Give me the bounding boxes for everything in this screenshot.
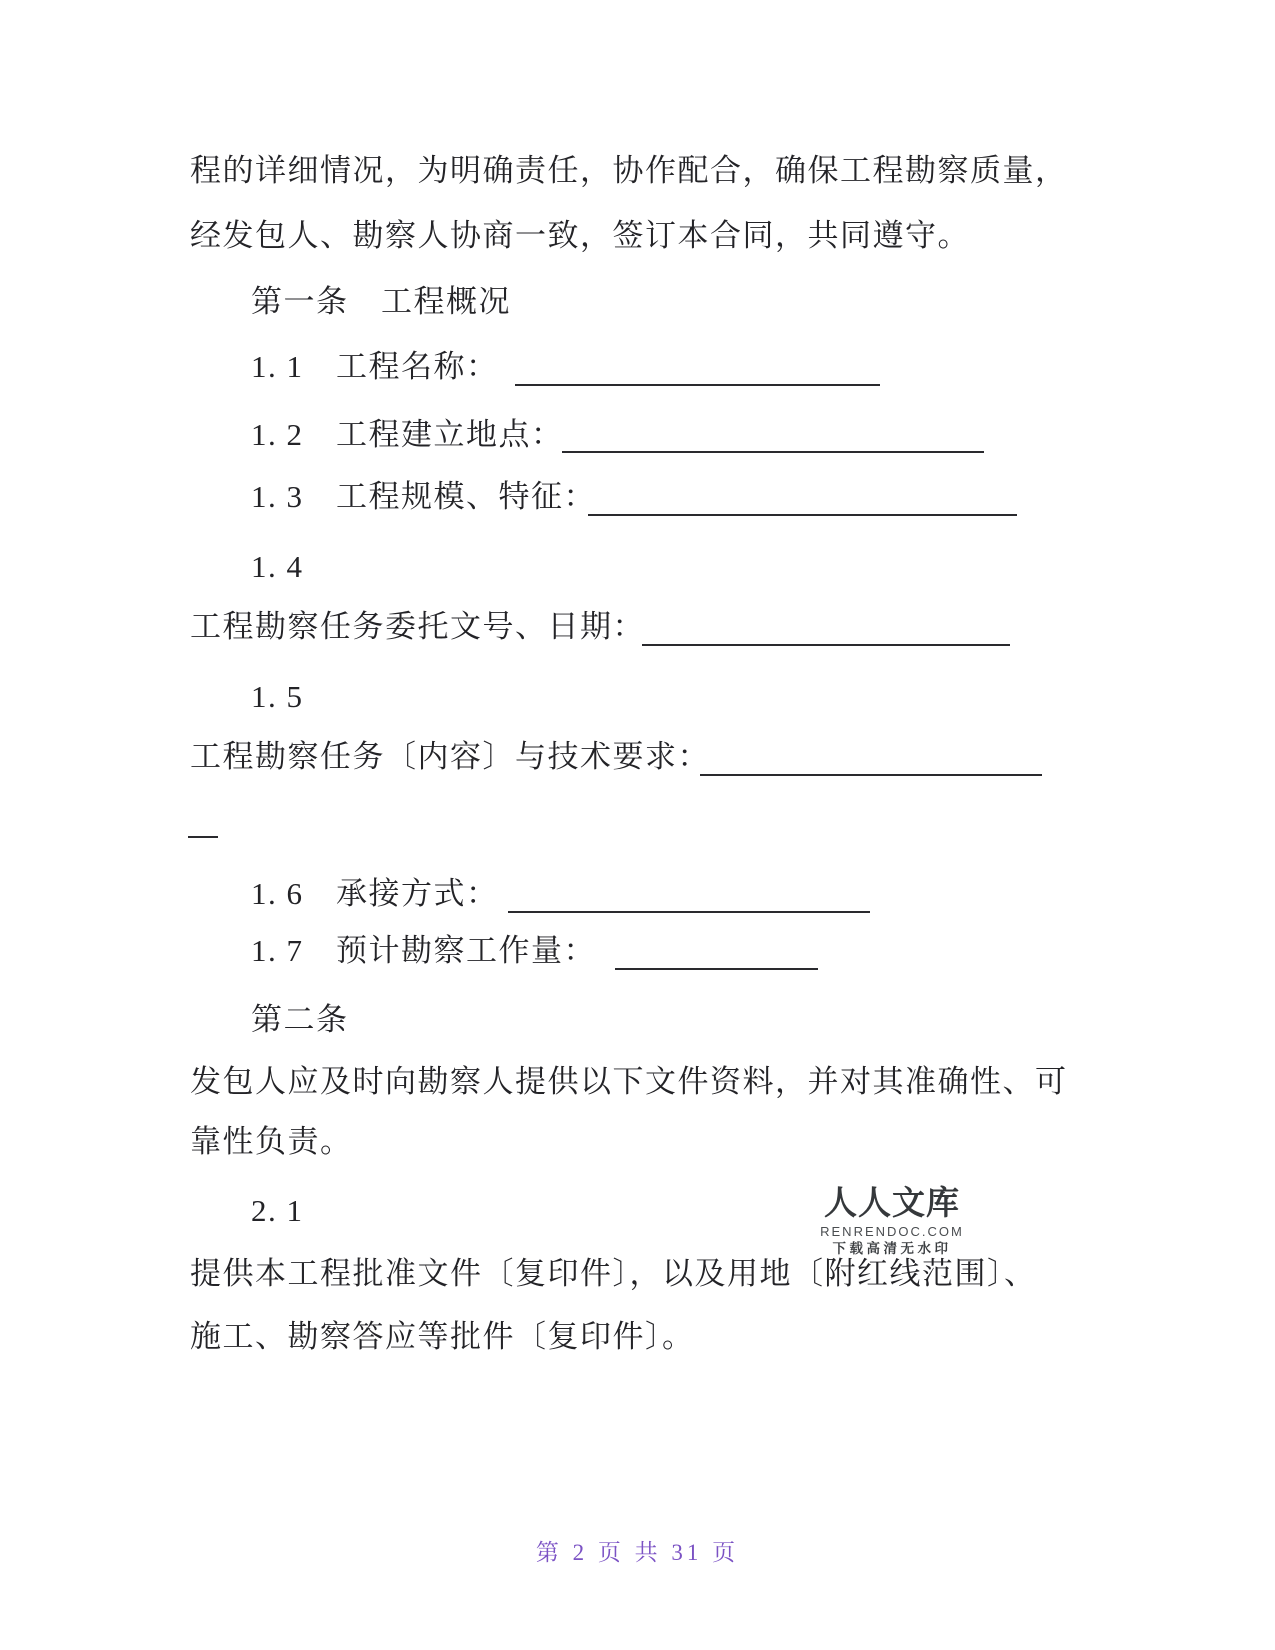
- item-1-6-label: 1. 6 承接方式：: [251, 876, 499, 911]
- item-1-3-label: 1. 3 工程规模、特征：: [251, 479, 596, 514]
- item-1-4-number: 1. 4: [251, 549, 304, 584]
- page-number-footer: 第 2 页 共 31 页: [535, 1540, 740, 1565]
- item-2-1-text-line-2: 施工、勘察答应等批件〔复印件〕。: [190, 1319, 695, 1354]
- item-1-5-text: 工程勘察任务〔内容〕与技术要求：: [190, 739, 710, 774]
- clause-2-heading: 第二条: [251, 1002, 349, 1037]
- fill-in-blank-undertake-mode: [508, 911, 870, 913]
- watermark: [818, 1188, 966, 1256]
- item-1-7-label: 1. 7 预计勘察工作量：: [251, 933, 596, 968]
- fill-in-blank-technical-requirements: [700, 774, 1042, 776]
- fill-in-blank-survey-workload: [615, 968, 818, 970]
- fill-in-blank-project-location: [562, 451, 984, 453]
- fill-in-blank-project-name: [515, 384, 880, 386]
- watermark-domain: RENRENDOC.COM: [820, 1224, 964, 1239]
- fill-in-blank-commission-doc-no: [642, 644, 1010, 646]
- item-1-2-label: 1. 2 工程建立地点：: [251, 417, 564, 452]
- item-2-1-number: 2. 1: [251, 1193, 304, 1228]
- item-1-4-text: 工程勘察任务委托文号、日期：: [190, 609, 645, 644]
- item-1-1-label: 1. 1 工程名称：: [251, 349, 499, 384]
- item-1-5-number: 1. 5: [251, 679, 304, 714]
- clause-2-text-line-1: 发包人应及时向勘察人提供以下文件资料，并对其准确性、可: [190, 1064, 1068, 1099]
- clause-1-heading: 第一条 工程概况: [251, 284, 511, 319]
- watermark-logo-text: 人人文库: [824, 1186, 960, 1222]
- clause-2-text-line-2: 靠性负责。: [190, 1124, 353, 1159]
- fill-in-blank-continuation: [188, 836, 218, 838]
- item-2-1-text-line-1: 提供本工程批准文件〔复印件〕，以及用地〔附红线范围〕、: [190, 1256, 1037, 1291]
- fill-in-blank-project-scale: [588, 514, 1017, 516]
- watermark-tagline: 下载高清无水印: [832, 1241, 952, 1256]
- contract-intro-line-1: 程的详细情况，为明确责任，协作配合，确保工程勘察质量，: [190, 153, 1068, 188]
- contract-intro-line-2: 经发包人、勘察人协商一致，签订本合同，共同遵守。: [190, 218, 970, 253]
